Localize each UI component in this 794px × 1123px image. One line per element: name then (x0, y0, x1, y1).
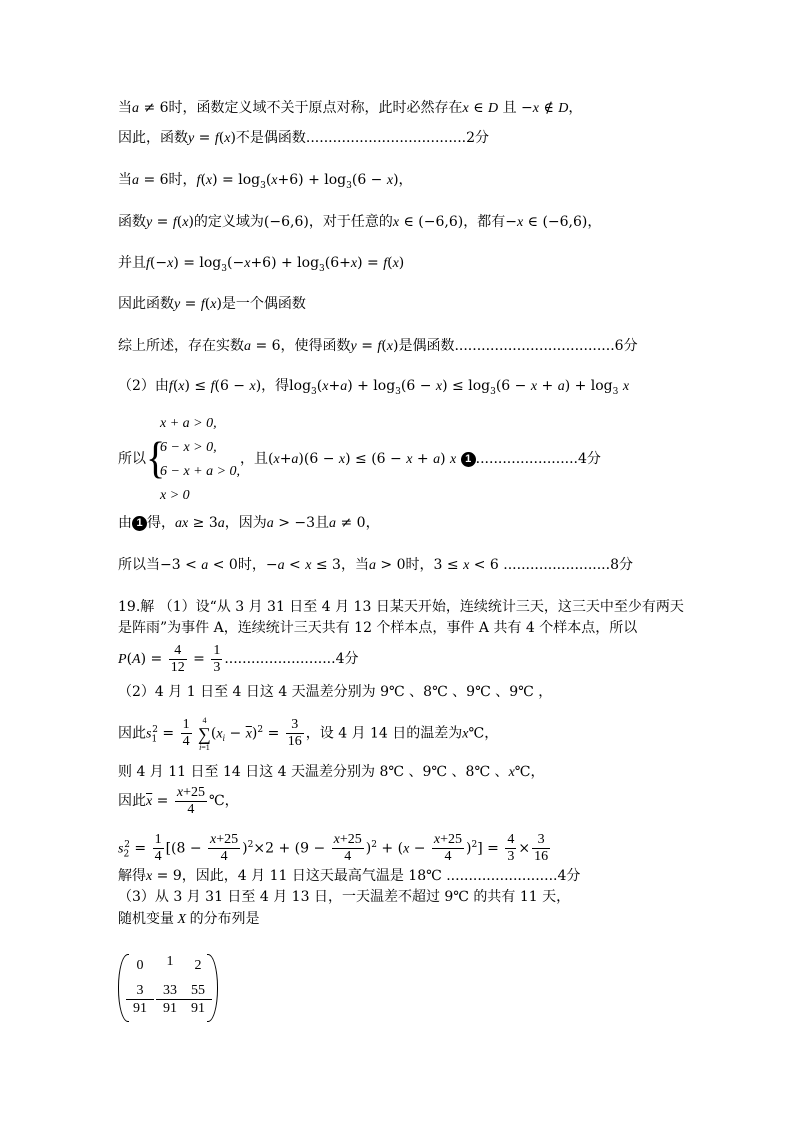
text-line: 随机变量 X 的分布列是 (118, 911, 260, 927)
inequality-system: x + a > 0, 6 − x > 0, 6 − x + a > 0, x > 0 (160, 416, 241, 503)
text-line: 解得x = 9，因此，4 月 11 日这天最高气温是 18℃ .........................4分 (118, 868, 581, 884)
text-line: 因此函数y = f(x)是一个偶函数 (118, 296, 306, 312)
text-line: 因此$s_1^2$ = $\frac{1}{4}$ 4 ∑ i=1 $(x_i - \overline{x})^2$ = $\frac{3}{16}$ ，设 4 月 14 日的温差为x℃， (118, 715, 499, 752)
text-line: P(A) = $\frac{4}{12}$ = $\frac{1}{3}$ .........................4分 (118, 642, 359, 675)
text-line: 由 1 得，ax ≥ 3a，因为a > −3且a ≠ 0， (118, 515, 380, 531)
text-line: 所以当−3 < a < 0时，−a < x ≤ 3，当a > 0时，3 ≤ x < 6 ........................8分 (118, 557, 634, 573)
left-brace: { (146, 432, 166, 483)
text-line: 并且$f(-x) = \log_3(-x+6) + \log_3(6+x) = f(x)$ (118, 255, 405, 274)
score-label: 4分 (335, 651, 359, 667)
text-line: （2）4 月 1 日至 4 日这 4 天温差分别为 9℃ 、8℃ 、9℃ 、9℃ ， (118, 684, 553, 700)
score-label: 2分 (466, 130, 490, 146)
text-line: ，且(x+a)(6 − x) ≤ (6 − x + a) x 1 .......................4分 (240, 451, 601, 467)
value-cell: 1 (166, 954, 174, 969)
value-cell: 0 (136, 958, 144, 973)
text-line: 19.解 （1）设“从 3 月 31 日至 4 月 13 日某天开始，连续统计三天，这三天中至少有两天 (118, 599, 684, 615)
text-line: $s_2^2$ = $\frac{1}{4}$ [(8 − $\frac{x+25}{4}$ )$^2$×2 + (9 − $\frac{x+25}{4}$ )$^2$ + (x − $\frac{x+25}{4}$ )$^2$] = $\frac{4}{3}$ × $\frac{3}{16}$ (118, 832, 549, 865)
text-line: 则 4 月 11 日至 14 日这 4 天温差分别为 8℃ 、9℃ 、8℃ 、x℃， (118, 764, 545, 780)
circled-one-icon: 1 (461, 452, 476, 467)
text-line: 当a ≠ 6时，函数定义域不关于原点对称，此时必然存在x ∈ D 且 −x ∉ D， (118, 100, 583, 116)
score-label: 4分 (578, 451, 601, 467)
text-line: （3）从 3 月 31 日至 4 月 13 日，一天温差不超过 9℃ 的共有 11 天， (118, 889, 571, 905)
text-line: 函数y = f(x)的定义域为(−6,6)，对于任意的x ∈ (−6,6)，都有−x ∈ (−6,6)， (118, 214, 602, 230)
text-line: 是阵雨”为事件 A，连续统计三天共有 12 个样本点，事件 A 共有 4 个样本点，所以 (118, 620, 638, 636)
value-cell: 2 (194, 958, 202, 973)
text-line: 所以 (118, 451, 146, 467)
text-line: 当a = 6时，$f(x) = \log_3(x+6) + \log_3(6 - x)$， (118, 172, 413, 191)
score-label: 8分 (610, 557, 634, 573)
distribution-table (118, 954, 218, 1024)
prob-cell: 55 91 (184, 982, 212, 1017)
circled-one-icon: 1 (132, 516, 147, 531)
score-label: 4分 (557, 868, 581, 884)
text-line: 综上所述，存在实数a = 6，使得函数y = f(x)是偶函数....................................6分 (118, 338, 638, 354)
prob-cell: 33 91 (156, 982, 184, 1017)
prob-cell: 3 91 (126, 982, 154, 1017)
text-line: （2）由f(x) ≤ f(6 − x)，得$\log_3(x+a) + \log_3(6 - x) \le \log_3(6 - x + a) + \log_3 x$ (118, 378, 630, 397)
score-label: 6分 (614, 338, 638, 354)
text-line: 因此$\overline{x}$ = $\frac{x+25}{4}$ ℃， (118, 784, 239, 817)
text-line: 因此，函数y = f(x)不是偶函数....................................2分 (118, 130, 490, 146)
